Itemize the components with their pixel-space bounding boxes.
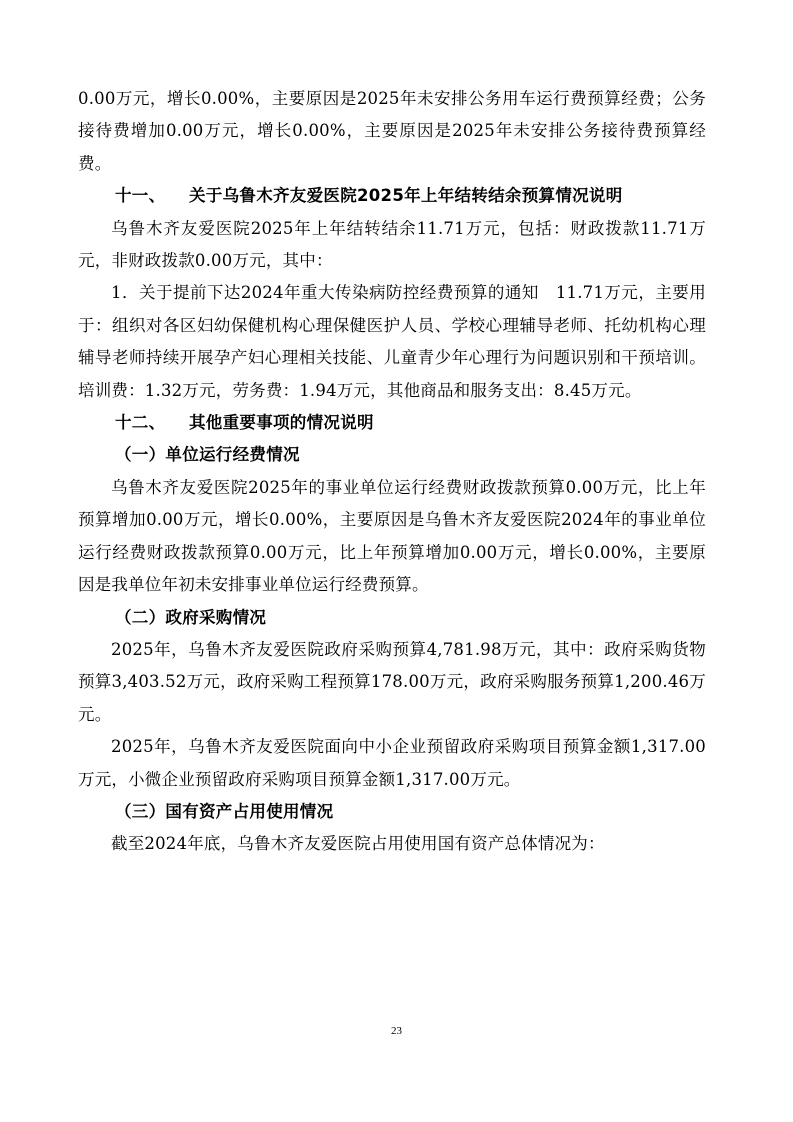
section-title: 关于乌鲁木齐友爱医院2025年上年结转结余预算情况说明: [189, 186, 623, 206]
paragraph-vehicle-reception-costs: 0.00万元，增长0.00%，主要原因是2025年未安排公务用车运行费预算经费；公务接待费增加0.00万元，增长0.00%，主要原因是2025年未安排公务接待费预算经费。: [78, 89, 706, 173]
section-heading-12: [78, 407, 706, 439]
subsection-heading-operating-costs: （一）单位运行经费情况: [115, 445, 300, 465]
section-number: 十一、: [115, 186, 166, 206]
subsection-heading-state-assets: （三）国有资产占用使用情况: [115, 801, 334, 821]
paragraph-procurement-sme: 2025年，乌鲁木齐友爱医院面向中小企业预留政府采购项目预算金额1,317.00万元，小微企业预留政府采购项目预算金额1,317.00万元。: [78, 737, 706, 789]
paragraph-operating-costs: 乌鲁木齐友爱医院2025年的事业单位运行经费财政拨款预算0.00万元，比上年预算增加0.00万元，增长0.00%，主要原因是乌鲁木齐友爱医院2024年的事业单位运行经费财政拨款预算0.00万元，比上年预算增加0.00万元，增长0.00%，主要原因是我单位年初未安排事业单位运行经费预算。: [78, 477, 706, 595]
paragraph-carryover-summary: 乌鲁木齐友爱医院2025年上年结转结余11.71万元，包括：财政拨款11.71万元，非财政拨款0.00万元，其中：: [78, 218, 706, 271]
section-number: 十二、: [115, 413, 166, 433]
subsection-heading-procurement: （二）政府采购情况: [115, 607, 267, 627]
page-number: 23: [391, 1025, 402, 1037]
document-body: [78, 83, 706, 861]
paragraph-state-assets: 截至2024年底，乌鲁木齐友爱医院占用使用国有资产总体情况为：: [111, 834, 605, 854]
section-heading-11: [78, 180, 706, 212]
paragraph-procurement-budget: 2025年，乌鲁木齐友爱医院政府采购预算4,781.98万元，其中：政府采购货物预算3,403.52万元，政府采购工程预算178.00万元，政府采购服务预算1,200.46万元。: [78, 639, 706, 724]
paragraph-carryover-item-1: 1．关于提前下达2024年重大传染病防控经费预算的通知 11.71万元，主要用于：组织对各区妇幼保健机构心理保健医护人员、学校心理辅导老师、托幼机构心理辅导老师持续开展孕产妇心理相关技能、儿童青少年心理行为问题识别和干预培训。培训费：1.32万元，劳务费：1.94万元，其他商品和服务支出：8.45万元。: [78, 283, 706, 400]
section-title: 其他重要事项的情况说明: [189, 413, 374, 433]
